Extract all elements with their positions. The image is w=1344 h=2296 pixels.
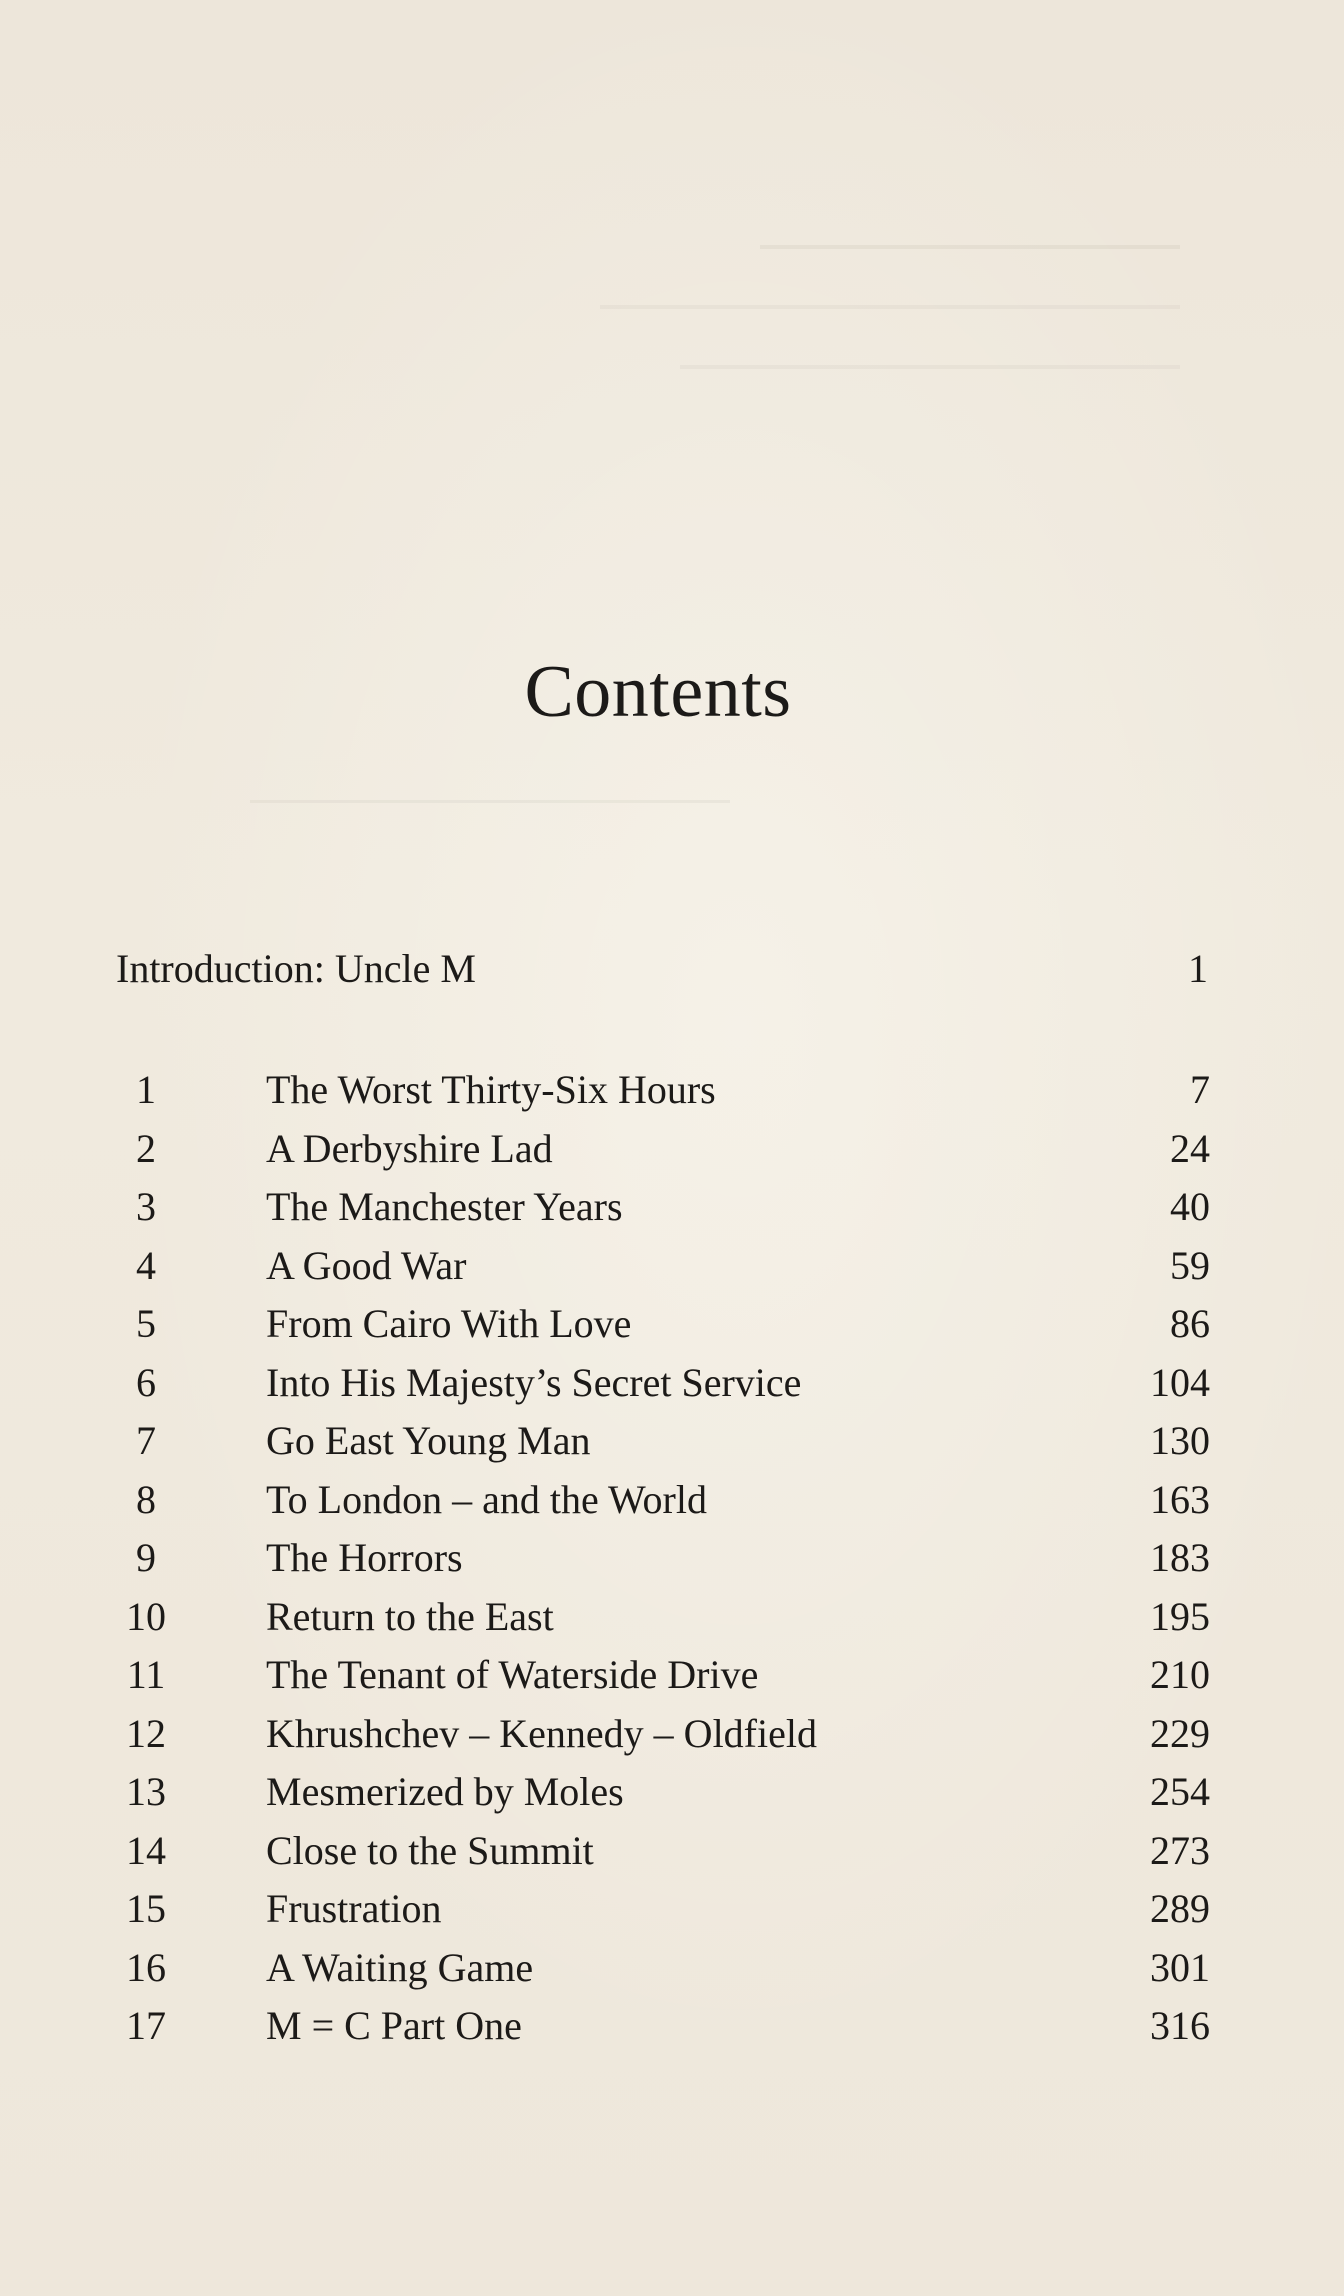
chapter-entry[interactable] [116, 1588, 1210, 1647]
chapter-page-number: 163 [1150, 1476, 1210, 1522]
show-through-line [760, 245, 1180, 249]
chapter-page-number: 289 [1150, 1886, 1210, 1931]
chapter-title: A Derbyshire Lad [266, 1125, 553, 1171]
chapter-entry[interactable] [116, 1763, 1210, 1822]
chapter-page-number: 210 [1150, 1652, 1210, 1697]
chapter-title: Frustration [266, 1886, 442, 1931]
chapter-number: 3 [136, 1184, 156, 1229]
chapter-title: A Good War [266, 1242, 467, 1288]
chapter-entry[interactable] [116, 1997, 1210, 2056]
show-through-line [680, 365, 1180, 369]
introduction-title: Introduction: Uncle M [116, 946, 476, 991]
chapter-entry[interactable] [116, 1061, 1210, 1120]
chapter-page-number: 130 [1150, 1418, 1210, 1463]
chapter-page-number: 24 [1170, 1125, 1210, 1171]
chapter-entry[interactable] [116, 1295, 1210, 1354]
chapter-number: 4 [136, 1242, 156, 1288]
chapter-number: 2 [136, 1125, 156, 1171]
chapter-page-number: 104 [1150, 1359, 1210, 1405]
chapter-entry[interactable] [116, 1412, 1210, 1471]
chapter-title: M = C Part One [266, 2003, 522, 2048]
chapter-entry[interactable] [116, 1237, 1210, 1296]
introduction-page-number: 1 [1188, 946, 1208, 991]
chapter-entry[interactable] [116, 1822, 1210, 1881]
show-through-line [250, 800, 730, 803]
chapter-number: 14 [126, 1827, 166, 1873]
chapter-page-number: 229 [1150, 1710, 1210, 1756]
chapter-number: 5 [136, 1301, 156, 1346]
chapter-page-number: 183 [1150, 1535, 1210, 1580]
chapter-number: 11 [126, 1652, 166, 1697]
chapter-entry[interactable] [116, 1939, 1210, 1998]
chapter-title: Into His Majesty’s Secret Service [266, 1359, 802, 1405]
introduction-entry[interactable] [116, 945, 1208, 1005]
chapter-number: 13 [126, 1769, 166, 1814]
chapter-entry[interactable] [116, 1646, 1210, 1705]
chapter-number: 12 [126, 1710, 166, 1756]
chapter-title: The Worst Thirty-Six Hours [266, 1067, 716, 1112]
chapter-page-number: 273 [1150, 1827, 1210, 1873]
chapter-title: Mesmerized by Moles [266, 1769, 624, 1814]
chapter-title: The Horrors [266, 1535, 463, 1580]
chapter-entry[interactable] [116, 1705, 1210, 1764]
chapter-entry[interactable] [116, 1471, 1210, 1530]
chapter-title: The Tenant of Waterside Drive [266, 1652, 759, 1697]
chapter-page-number: 301 [1150, 1944, 1210, 1990]
chapter-number: 1 [136, 1067, 156, 1112]
chapter-title: Close to the Summit [266, 1827, 594, 1873]
chapter-entry[interactable] [116, 1178, 1210, 1237]
chapter-list [116, 1061, 1210, 2056]
chapter-title: Return to the East [266, 1593, 554, 1639]
chapter-number: 9 [136, 1535, 156, 1580]
chapter-number: 6 [136, 1359, 156, 1405]
chapter-title: The Manchester Years [266, 1184, 623, 1229]
chapter-page-number: 59 [1170, 1242, 1210, 1288]
chapter-page-number: 40 [1170, 1184, 1210, 1229]
chapter-title: From Cairo With Love [266, 1301, 632, 1346]
chapter-number: 15 [126, 1886, 166, 1931]
chapter-number: 16 [126, 1944, 166, 1990]
chapter-entry[interactable] [116, 1120, 1210, 1179]
chapter-number: 8 [136, 1476, 156, 1522]
chapter-number: 17 [126, 2003, 166, 2048]
chapter-title: Go East Young Man [266, 1418, 591, 1463]
chapter-page-number: 86 [1170, 1301, 1210, 1346]
chapter-page-number: 316 [1150, 2003, 1210, 2048]
chapter-entry[interactable] [116, 1529, 1210, 1588]
chapter-title: Khrushchev – Kennedy – Oldfield [266, 1710, 817, 1756]
chapter-number: 10 [126, 1593, 166, 1639]
chapter-entry[interactable] [116, 1880, 1210, 1939]
chapter-number: 7 [136, 1418, 156, 1463]
chapter-title: To London – and the World [266, 1476, 707, 1522]
chapter-title: A Waiting Game [266, 1944, 534, 1990]
contents-heading: Contents [524, 651, 792, 733]
show-through-line [600, 305, 1180, 309]
chapter-entry[interactable] [116, 1354, 1210, 1413]
chapter-page-number: 7 [1190, 1067, 1210, 1112]
chapter-page-number: 254 [1150, 1769, 1210, 1814]
chapter-page-number: 195 [1150, 1593, 1210, 1639]
